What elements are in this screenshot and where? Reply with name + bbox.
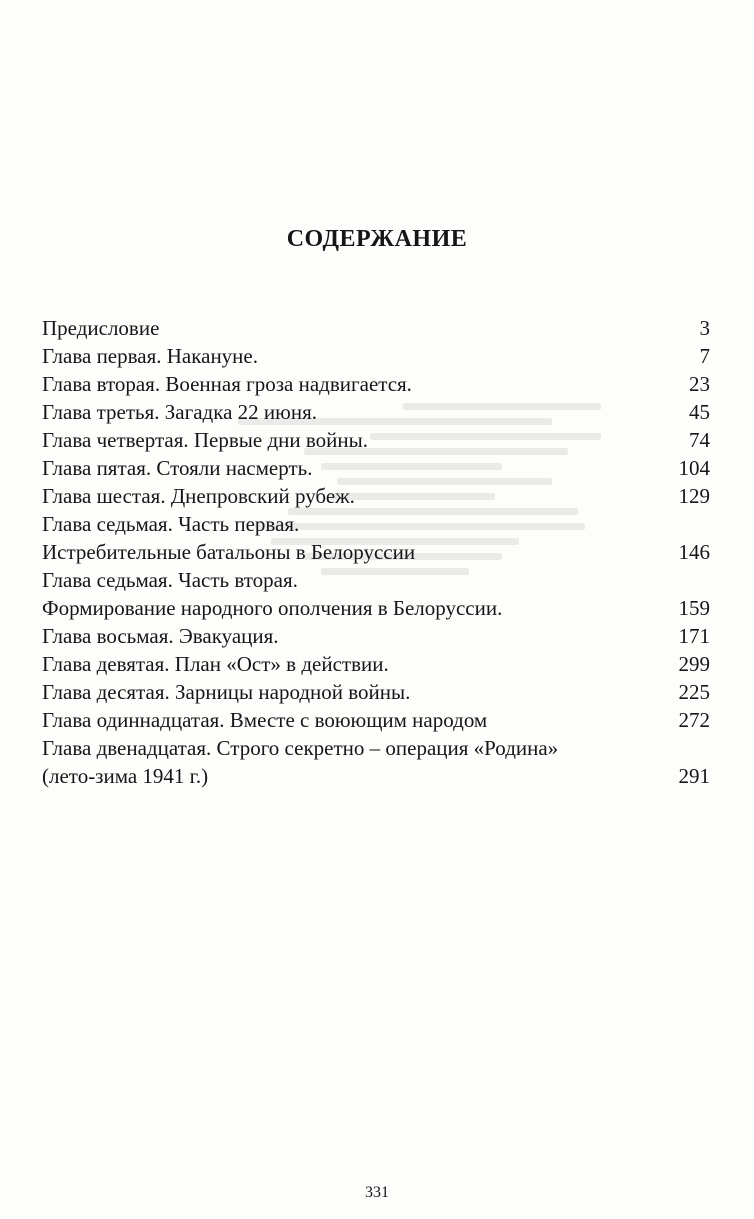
toc-entry-title: Формирование народного ополчения в Белоруссии. [42, 596, 503, 620]
toc-entry-page: 104 [678, 456, 710, 480]
toc-entry [42, 314, 710, 342]
toc-entry [42, 426, 710, 454]
toc-entry-title: Глава десятая. Зарницы народной войны. [42, 680, 411, 704]
page-number: 331 [365, 1184, 389, 1201]
toc-entry-title: Глава пятая. Стояли насмерть. [42, 456, 313, 480]
toc-entry-title: Глава седьмая. Часть первая. [42, 512, 300, 536]
toc-entry [42, 398, 710, 426]
toc-entry-title: Предисловие [42, 316, 160, 340]
toc-entry-title: Глава восьмая. Эвакуация. [42, 624, 279, 648]
toc-entry-title: Глава вторая. Военная гроза надвигается. [42, 372, 412, 396]
toc-entry [42, 650, 710, 678]
toc-entry-page: 23 [689, 372, 710, 396]
toc-entry [42, 482, 710, 510]
toc-entry [42, 342, 710, 370]
toc-entry-page: 7 [699, 344, 710, 368]
toc-entry-page: 146 [678, 540, 710, 564]
toc-entry-title: Глава седьмая. Часть вторая. [42, 568, 298, 592]
toc-entry-title: Глава третья. Загадка 22 июня. [42, 400, 317, 424]
toc-entry-page: 171 [678, 624, 710, 648]
toc-entry-title: (лето-зима 1941 г.) [42, 764, 209, 788]
toc-entry [42, 734, 710, 790]
toc-entry-page: 225 [678, 680, 710, 704]
toc-entry [42, 706, 710, 734]
toc-entry-page: 272 [678, 708, 710, 732]
toc-entry-page: 3 [699, 316, 710, 340]
toc-entry-page: 291 [678, 764, 710, 788]
toc-entry-page: 299 [678, 652, 710, 676]
toc-entry-title: Глава четвертая. Первые дни войны. [42, 428, 368, 452]
toc-entry-page: 159 [678, 596, 710, 620]
toc-entry [42, 566, 710, 622]
toc-entry [42, 454, 710, 482]
toc-entry-title: Глава двенадцатая. Строго секретно – операция «Родина» [42, 736, 559, 760]
toc-entry-page: 129 [678, 484, 710, 508]
table-of-contents [42, 314, 710, 790]
toc-entry-title: Глава первая. Накануне. [42, 344, 258, 368]
toc-entry-title: Глава шестая. Днепровский рубеж. [42, 484, 355, 508]
toc-entry-title: Глава одиннадцатая. Вместе с воюющим народом [42, 708, 488, 732]
toc-entry-title: Истребительные батальоны в Белоруссии [42, 540, 416, 564]
toc-entry-page: 74 [689, 428, 710, 452]
toc-entry [42, 370, 710, 398]
toc-entry-title: Глава девятая. План «Ост» в действии. [42, 652, 389, 676]
toc-entry [42, 622, 710, 650]
toc-entry-page: 45 [689, 400, 710, 424]
toc-entry [42, 678, 710, 706]
toc-entry [42, 510, 710, 566]
page-title: СОДЕРЖАНИЕ [286, 226, 468, 252]
